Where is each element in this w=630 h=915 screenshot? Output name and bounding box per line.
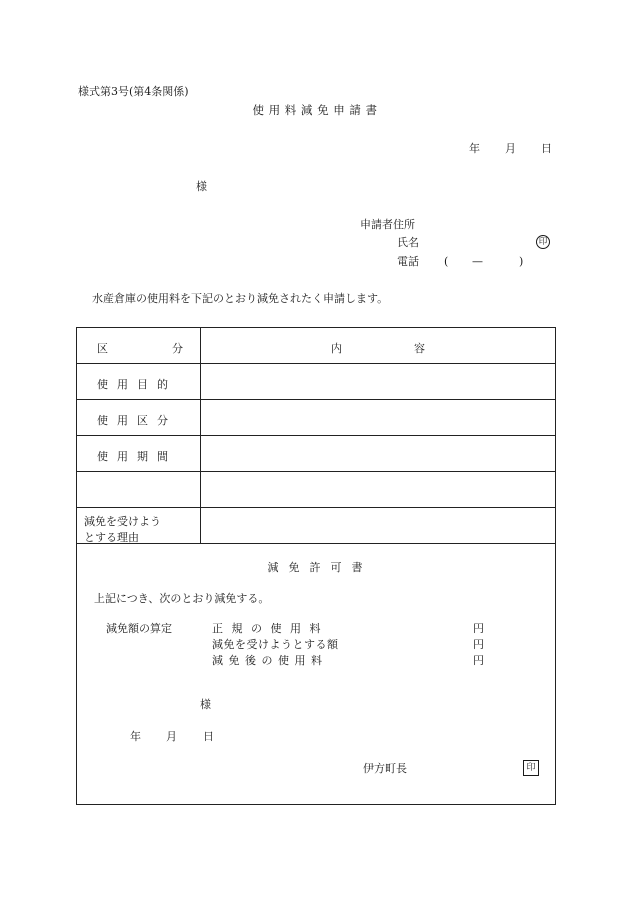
date-month-label: 月 <box>505 142 516 155</box>
applicant-address-label: 申請者住所 <box>360 218 415 231</box>
calc-label: 減免額の算定 <box>106 622 172 635</box>
permit-year-label: 年 <box>130 730 141 743</box>
row-label-purpose: 使用目的 <box>97 378 177 391</box>
row-label-category: 使用区分 <box>97 414 177 427</box>
table-header-naiyo-a: 内 <box>331 342 342 355</box>
document-title: 使 用 料 減 免 申 請 書 <box>252 103 378 117</box>
permit-month-label: 月 <box>166 730 177 743</box>
table-header-naiyo-b: 容 <box>414 342 425 355</box>
table-header-kubun-a: 区 <box>97 342 108 355</box>
seal-circle-icon: 印 <box>536 235 550 249</box>
table-row-divider <box>76 399 556 400</box>
table-header-kubun-b: 分 <box>172 342 183 355</box>
calc-item-fee-after: 減免後の使用料 <box>212 654 328 667</box>
yen-unit: 円 <box>473 654 484 667</box>
seal-square-icon: 印 <box>523 760 539 776</box>
application-statement: 水産倉庫の使用料を下記のとおり減免されたく申請します。 <box>92 292 389 305</box>
table-row-divider <box>76 543 556 544</box>
calc-item-regular-fee: 正規の使用料 <box>212 622 329 635</box>
row-label-reason-line1: 減免を受けよう <box>84 515 161 528</box>
permit-text: 上記につき、次のとおり減免する。 <box>94 592 270 605</box>
permit-day-label: 日 <box>203 730 214 743</box>
table-row-divider <box>76 435 556 436</box>
table-row-divider <box>76 471 556 472</box>
row-label-reason-line2: とする理由 <box>84 531 139 544</box>
phone-dash: — <box>472 255 483 268</box>
permit-honorific: 様 <box>200 698 211 711</box>
mayor-title: 伊方町長 <box>363 762 407 775</box>
date-year-label: 年 <box>469 142 480 155</box>
applicant-phone-label: 電話 <box>397 255 419 268</box>
addressee-honorific: 様 <box>196 180 207 193</box>
phone-paren-open: ( <box>444 255 449 268</box>
calc-item-reduction-amount: 減免を受けようとする額 <box>212 638 339 651</box>
yen-unit: 円 <box>473 622 484 635</box>
table-row-divider <box>76 363 556 364</box>
applicant-name-label: 氏名 <box>397 236 419 249</box>
row-label-period: 使用期間 <box>97 450 177 463</box>
table-row-divider <box>76 507 556 508</box>
yen-unit: 円 <box>473 638 484 651</box>
date-day-label: 日 <box>541 142 552 155</box>
phone-paren-close: ) <box>519 255 524 268</box>
form-number: 様式第3号(第4条関係) <box>78 85 189 98</box>
permit-title: 減免許可書 <box>267 561 373 574</box>
